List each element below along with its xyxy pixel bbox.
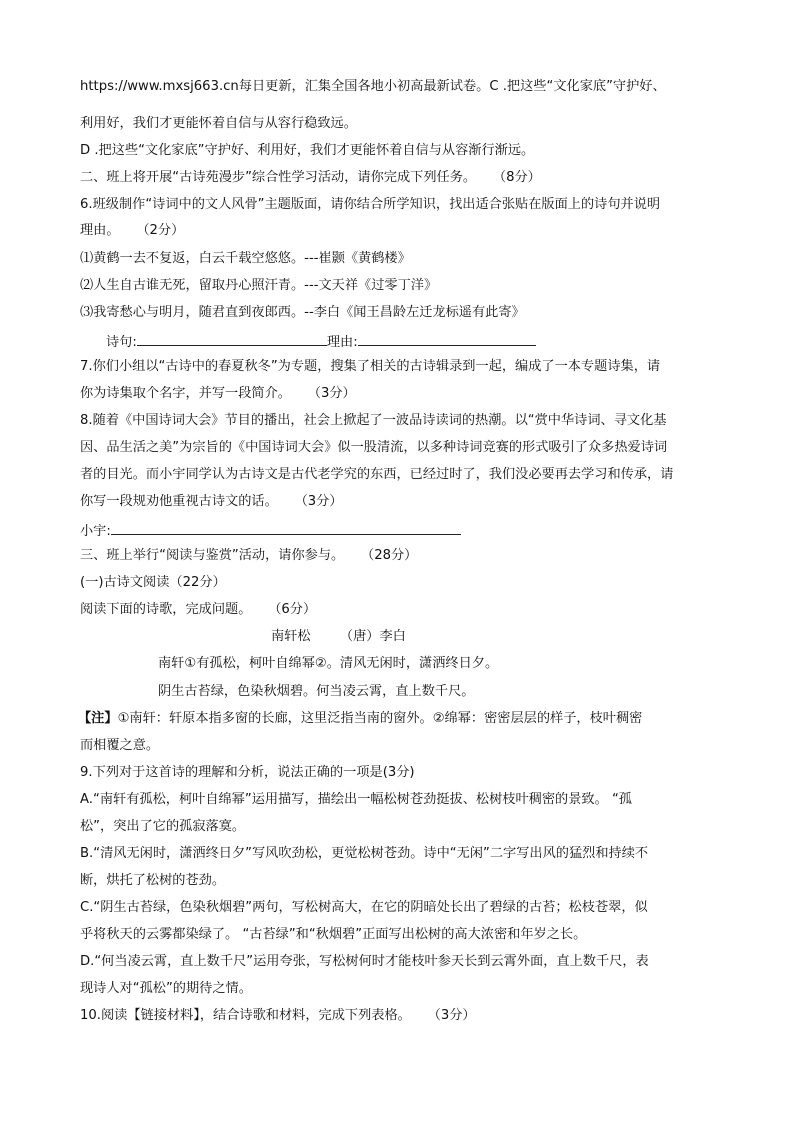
- q6-option-3: ⑶我寄愁心与明月，随君直到夜郎西。--李白《闻王昌龄左迁龙标遥有此寄》: [80, 305, 525, 320]
- site-url[interactable]: https://www.mxsj663.cn: [80, 79, 239, 94]
- option-c-continued: 利用好，我们才更能怀着自信与从容行稳致远。: [80, 116, 357, 131]
- reason-answer-blank[interactable]: [358, 331, 536, 346]
- q9-option-b-line2: 断，烘托了松树的苍劲。: [80, 873, 226, 888]
- q7-line2: 你为诗集取个名字，并写一段简介。 （3分）: [80, 386, 356, 401]
- q8-line1: 8.随着《中国诗词大会》节目的播出，社会上掀起了一波品诗读词的热潮。以“赏中华诗词、寻文化基: [80, 413, 667, 428]
- section2-score: （8分）: [492, 170, 541, 185]
- section3-heading: 三、班上举行“阅读与鉴赏”活动，请你参与。 （28分）: [80, 548, 418, 563]
- option-d: D .把这些“文化家底”守护好、利用好，我们才更能怀着自信与从容渐行渐远。: [80, 143, 535, 158]
- section3-score: （28分）: [361, 548, 418, 563]
- q6-stem-line1: 6.班级制作“诗词中的文人风骨”主题版面，请你结合所学知识，找出适合张贴在版面上的诗句并说明: [80, 197, 661, 212]
- q9-stem: 9.下列对于这首诗的理解和分析，说法正确的一项是(3分): [80, 765, 415, 780]
- note-label: 【注】: [78, 711, 118, 726]
- q8-answer-line: [80, 520, 461, 541]
- q8-line3: 者的目光。而小宇同学认为古诗文是古代老学究的东西，已经过时了，我们没必要再去学习和传承，请: [80, 467, 674, 482]
- q6-score: （2分）: [136, 223, 185, 238]
- q9-option-a-line1: A.“南轩有孤松，柯叶自绵幂”运用描写，描绘出一幅松树苍劲挺拔、松树枝叶稠密的景致。 “孤: [80, 792, 632, 807]
- poem-instruction: 阅读下面的诗歌，完成问题。 （6分）: [80, 602, 317, 617]
- poem-instruction-score: （6分）: [268, 602, 317, 617]
- poem-author: （唐）李白: [339, 629, 406, 644]
- q9-option-d-line1: D.“何当凌云霄，直上数千尺”运用夸张，写松树何时才能枝叶参天长到云霄外面，直上数千尺，表: [80, 954, 649, 969]
- q8-answer-label: 小宇:: [80, 524, 111, 539]
- option-c-start: C .把这些“文化家底”守护好、: [489, 79, 666, 94]
- q6-stem-line2: 理由。 （2分）: [80, 223, 185, 238]
- poem-title-line: [271, 628, 406, 646]
- poem-answer-blank[interactable]: [137, 331, 327, 346]
- header-line: [80, 78, 666, 96]
- q9-option-b-line1: B.“清风无闲时，潇洒终日夕”写风吹劲松，更觉松树苍劲。诗中“无闲”二字写出风的猛烈和持续不: [80, 846, 649, 861]
- q8-line2: 因、品生活之美”为宗旨的《中国诗词大会》似一股清流，以多种诗词竞赛的形式吸引了众多热爱诗词: [80, 440, 668, 455]
- poem-answer-label: 诗句:: [106, 335, 137, 350]
- reason-answer-label: 理由:: [326, 335, 358, 350]
- q7-score: （3分）: [307, 386, 356, 401]
- q7-line1: 7.你们小组以“古诗中的春夏秋冬”为专题，搜集了相关的古诗辑录到一起，编成了一本专题诗集，请: [80, 359, 661, 374]
- section2-heading: 二、班上将开展“古诗苑漫步”综合性学习活动，请你完成下列任务。 （8分）: [80, 170, 541, 185]
- q10-stem: 10.阅读【链接材料】，结合诗歌和材料，完成下列表格。 （3分）: [80, 1008, 476, 1023]
- poem-note-line1: 【注】①南轩：轩原本指多窗的长廊，这里泛指当南的窗外。②绵幂：密密层层的样子，枝叶稠密: [78, 711, 643, 726]
- q9-option-c-line1: C.“阴生古苔绿，色染秋烟碧”两句，写松树高大，在它的阴暗处长出了碧绿的古苔；松枝苍翠，似: [80, 900, 648, 915]
- q8-score: （3分）: [294, 494, 343, 509]
- poem-line-1: 南轩①有孤松，柯叶自绵幂②。清风无闲时，潇洒终日夕。: [158, 656, 499, 671]
- q6-option-1: ⑴黄鹤一去不复返，白云千载空悠悠。---崔颢《黄鹤楼》: [80, 251, 411, 266]
- q9-option-d-line2: 现诗人对“孤松”的期待之情。: [80, 981, 252, 996]
- section3-subheading: (一)古诗文阅读（22分）: [80, 575, 226, 590]
- q9-option-a-line2: 松”，突出了它的孤寂落寞。: [80, 819, 246, 834]
- q8-answer-blank[interactable]: [111, 520, 461, 535]
- q10-score: （3分）: [427, 1008, 476, 1023]
- q8-line4: 你写一段规劝他重视古诗文的话。 （3分）: [80, 494, 343, 509]
- poem-note-line2: 而相覆之意。: [80, 738, 160, 753]
- q6-answer-line: [106, 331, 536, 352]
- poem-line-2: 阴生古苔绿，色染秋烟碧。何当凌云霄，直上数千尺。: [158, 684, 475, 699]
- site-tagline: 每日更新，汇集全国各地小初高最新试卷。: [238, 79, 490, 94]
- q9-option-c-line2: 乎将秋天的云雾都染绿了。 “古苔绿”和“秋烟碧”正面写出松树的高大浓密和年岁之长。: [80, 927, 587, 942]
- q6-option-2: ⑵人生自古谁无死，留取丹心照汗青。---文天祥《过零丁洋》: [80, 278, 438, 293]
- poem-title: 南轩松: [271, 629, 311, 644]
